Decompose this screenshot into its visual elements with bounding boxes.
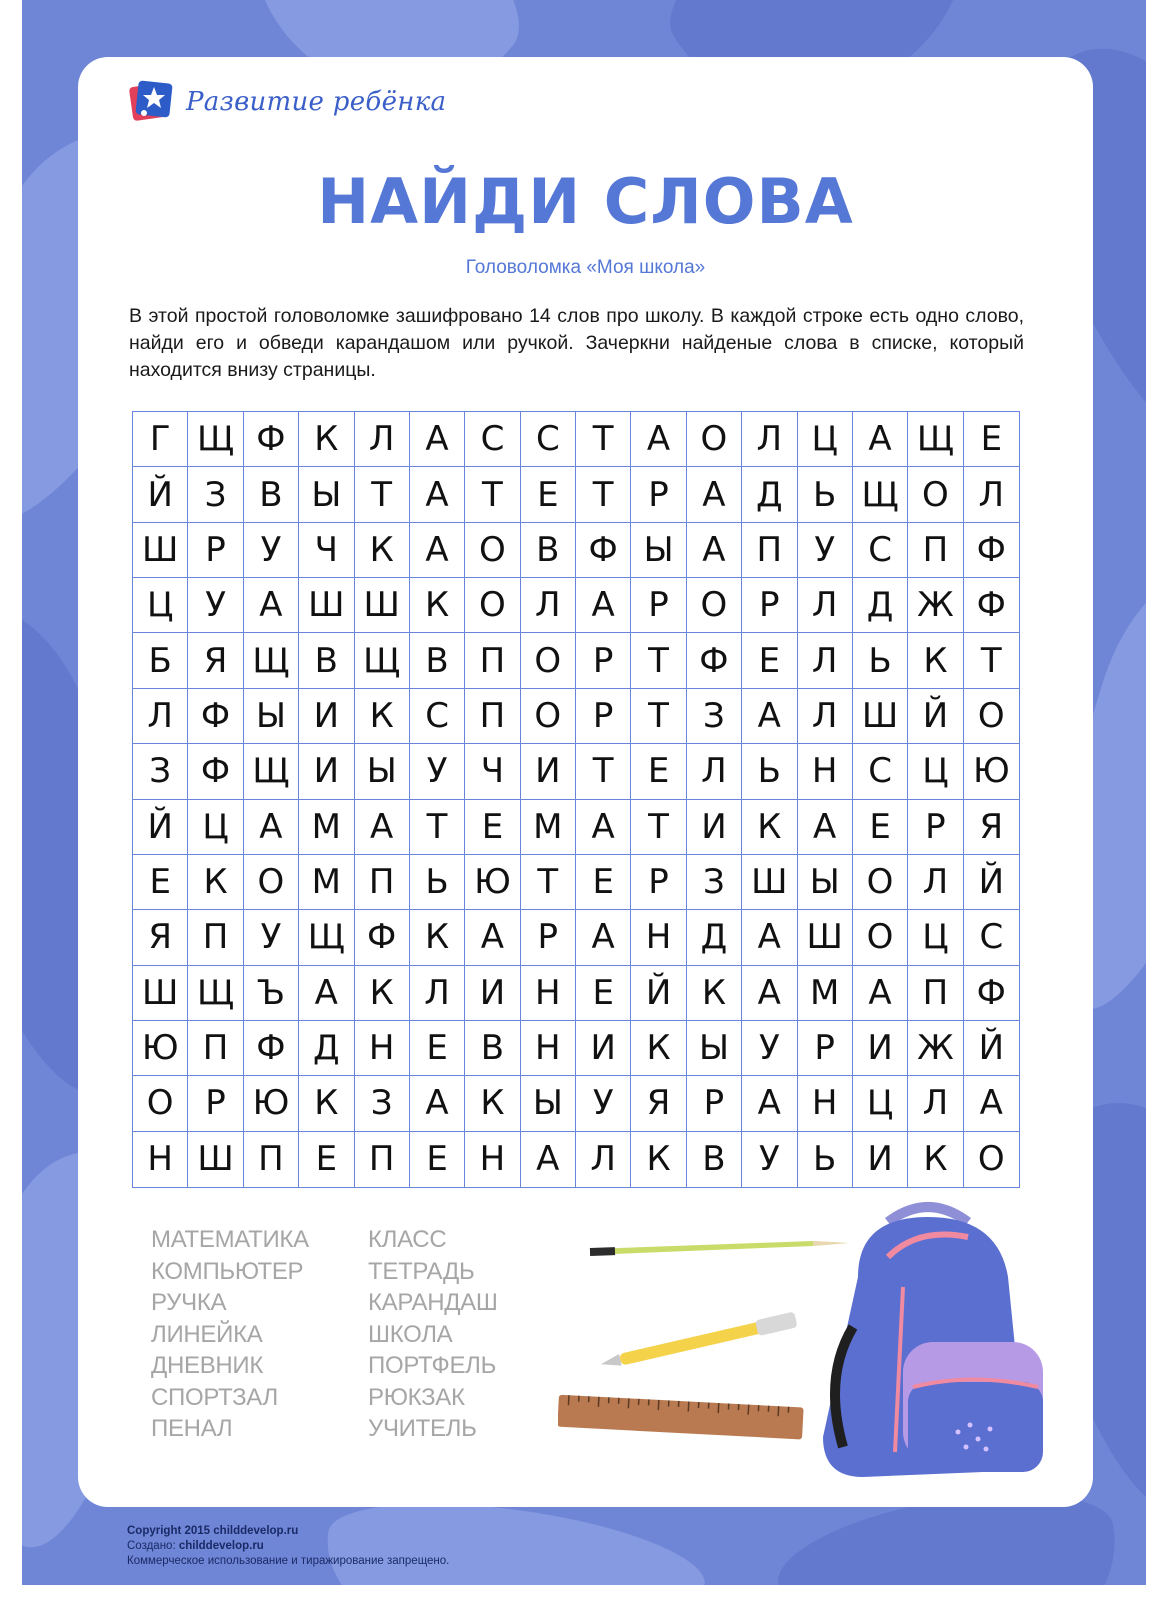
grid-cell[interactable]: Й xyxy=(964,855,1019,910)
grid-cell[interactable]: Р xyxy=(631,578,686,633)
grid-cell[interactable]: Ш xyxy=(133,523,188,578)
grid-cell[interactable]: Т xyxy=(465,467,520,522)
grid-cell[interactable]: Ц xyxy=(853,1076,908,1131)
grid-cell[interactable]: Ю xyxy=(465,855,520,910)
grid-cell[interactable]: Р xyxy=(798,1021,853,1076)
grid-cell[interactable]: С xyxy=(964,910,1019,965)
grid-cell[interactable]: Л xyxy=(908,855,963,910)
instructions-text: В этой простой головоломке зашифровано 14 слов про школу. В каждой строке есть одно слово, найди его и обведи карандашом или ручкой. Зачеркни найденые слова в списке, который находится внизу страницы. xyxy=(129,305,1024,381)
grid-cell[interactable]: Ф xyxy=(244,412,299,467)
word-list-item: ЛИНЕЙКА xyxy=(151,1320,263,1348)
brand-logo xyxy=(128,79,446,125)
grid-cell[interactable]: Ш xyxy=(742,855,797,910)
grid-cell[interactable]: С xyxy=(853,523,908,578)
word-list-item: ПОРТФЕЛЬ xyxy=(368,1352,497,1379)
grid-cell[interactable]: А xyxy=(244,578,299,633)
grid-cell[interactable]: Е xyxy=(631,744,686,799)
grid-cell[interactable]: И xyxy=(576,1021,631,1076)
grid-cell[interactable]: И xyxy=(687,800,742,855)
grid-cell[interactable]: Щ xyxy=(244,744,299,799)
grid-cell[interactable]: Е xyxy=(465,800,520,855)
worksheet-card xyxy=(78,57,1093,1507)
grid-cell[interactable]: Р xyxy=(576,633,631,688)
grid-cell[interactable]: Ч xyxy=(465,744,520,799)
word-list-item: РУЧКА xyxy=(151,1289,227,1316)
grid-cell[interactable]: Ш xyxy=(798,910,853,965)
grid-cell[interactable]: Т xyxy=(631,800,686,855)
grid-cell[interactable]: Щ xyxy=(355,633,410,688)
grid-cell[interactable]: Й xyxy=(631,966,686,1021)
grid-cell[interactable]: Л xyxy=(133,689,188,744)
word-list-item: КОМПЬЮТЕР xyxy=(151,1257,304,1285)
grid-cell[interactable]: П xyxy=(465,633,520,688)
star-logo-icon xyxy=(128,79,174,125)
grid-cell[interactable]: Ы xyxy=(687,1021,742,1076)
grid-cell[interactable]: К xyxy=(687,966,742,1021)
grid-cell[interactable]: В xyxy=(521,523,576,578)
grid-cell[interactable]: Е xyxy=(299,1132,354,1187)
word-list-item: РЮКЗАК xyxy=(368,1383,465,1411)
grid-cell[interactable]: О xyxy=(465,523,520,578)
grid-cell[interactable]: Ц xyxy=(188,800,243,855)
grid-cell[interactable]: Е xyxy=(133,855,188,910)
grid-cell[interactable]: И xyxy=(299,744,354,799)
grid-cell[interactable]: Ц xyxy=(133,578,188,633)
grid-cell[interactable]: Р xyxy=(631,467,686,522)
footer-created-site: childdevelop.ru xyxy=(178,1540,264,1552)
grid-cell[interactable]: Л xyxy=(964,467,1019,522)
grid-cell[interactable]: О xyxy=(853,910,908,965)
grid-cell[interactable]: Ш xyxy=(853,689,908,744)
grid-cell[interactable]: О xyxy=(977,1139,1005,1180)
grid-cell[interactable]: И xyxy=(465,966,520,1021)
grid-cell[interactable]: Щ xyxy=(908,412,963,467)
grid-cell[interactable]: С xyxy=(521,412,576,467)
grid-cell[interactable]: Ы xyxy=(631,523,686,578)
grid-cell[interactable]: Т xyxy=(576,412,631,467)
grid-cell[interactable]: У xyxy=(742,1132,797,1187)
grid-cell[interactable]: А xyxy=(964,1076,1019,1131)
grid-cell[interactable]: Ь xyxy=(742,744,797,799)
word-list-item: ШКОЛА xyxy=(368,1320,453,1348)
grid-cell[interactable]: У xyxy=(576,1076,631,1131)
grid-cell[interactable]: Р xyxy=(908,800,963,855)
grid-cell[interactable]: Т xyxy=(964,633,1019,688)
grid-cell[interactable]: К xyxy=(908,1132,963,1187)
grid-cell[interactable]: Т xyxy=(355,467,410,522)
grid-cell[interactable]: А xyxy=(410,412,465,467)
page-title: НАЙДИ СЛОВА xyxy=(317,165,854,238)
grid-cell[interactable]: Т xyxy=(631,633,686,688)
grid-cell[interactable]: З xyxy=(355,1076,410,1131)
grid-cell[interactable]: А xyxy=(687,467,742,522)
grid-cell[interactable]: О xyxy=(133,1076,188,1131)
grid-cell[interactable]: К xyxy=(299,412,354,467)
grid-cell[interactable]: П xyxy=(465,689,520,744)
grid-cell[interactable]: Т xyxy=(576,467,631,522)
grid-cell[interactable]: Р xyxy=(188,523,243,578)
grid-cell[interactable]: К xyxy=(410,578,465,633)
grid-cell[interactable]: Ш xyxy=(355,578,410,633)
brand-name: Развитие ребёнка xyxy=(186,87,447,117)
grid-cell[interactable]: У xyxy=(244,910,299,965)
grid-cell[interactable]: Ю xyxy=(964,744,1019,799)
grid-cell[interactable]: Г xyxy=(133,412,188,467)
grid-cell[interactable]: Я xyxy=(188,633,243,688)
grid-cell[interactable]: З xyxy=(687,855,742,910)
grid-cell[interactable]: Ю xyxy=(244,1076,299,1131)
grid-cell[interactable]: В xyxy=(465,1021,520,1076)
grid-cell[interactable]: Ш xyxy=(299,578,354,633)
grid-cell[interactable]: Ы xyxy=(798,855,853,910)
grid-cell[interactable]: Ц xyxy=(908,910,963,965)
grid-cell[interactable]: В xyxy=(687,1132,742,1187)
grid-cell[interactable]: Б xyxy=(133,633,188,688)
grid-cell[interactable]: Л xyxy=(687,744,742,799)
grid-cell[interactable]: У xyxy=(798,523,853,578)
grid-cell[interactable]: К xyxy=(355,523,410,578)
grid-cell[interactable]: У xyxy=(244,523,299,578)
grid-cell[interactable]: К xyxy=(299,1076,354,1131)
grid-cell[interactable]: О xyxy=(521,633,576,688)
grid-cell[interactable]: К xyxy=(355,689,410,744)
grid-cell[interactable]: Р xyxy=(576,689,631,744)
grid-cell[interactable]: К xyxy=(631,1132,686,1187)
grid-cell[interactable]: Ф xyxy=(687,633,742,688)
grid-cell[interactable]: П xyxy=(244,1132,299,1187)
grid-cell[interactable]: Й xyxy=(908,689,963,744)
grid-cell[interactable]: С xyxy=(853,744,908,799)
grid-cell[interactable]: А xyxy=(798,800,853,855)
grid-cell[interactable]: Ч xyxy=(299,523,354,578)
word-list-item: КЛАСС xyxy=(368,1226,447,1253)
grid-cell[interactable]: Е xyxy=(410,1021,465,1076)
grid-cell[interactable]: К xyxy=(410,910,465,965)
grid-cell[interactable]: Л xyxy=(798,633,853,688)
grid-cell[interactable]: В xyxy=(244,467,299,522)
grid-cell[interactable]: Н xyxy=(355,1021,410,1076)
grid-cell[interactable]: О xyxy=(687,412,742,467)
footer-copyright: Copyright 2015 childdevelop.ru xyxy=(127,1525,299,1537)
grid-cell[interactable]: С xyxy=(410,689,465,744)
grid-cell[interactable]: Ф xyxy=(188,689,243,744)
grid-cell[interactable]: Л xyxy=(742,412,797,467)
grid-cell[interactable]: Ъ xyxy=(244,966,299,1021)
school-supplies-illustration xyxy=(558,1197,1078,1497)
grid-cell[interactable]: К xyxy=(908,633,963,688)
word-list-item: МАТЕМАТИКА xyxy=(151,1226,309,1253)
grid-cell[interactable]: О xyxy=(687,578,742,633)
grid-cell[interactable]: А xyxy=(410,523,465,578)
grid-cell[interactable]: П xyxy=(908,523,963,578)
grid-cell[interactable]: З xyxy=(687,689,742,744)
grid-cell[interactable]: Щ xyxy=(244,633,299,688)
grid-cell[interactable]: Р xyxy=(631,855,686,910)
grid-cell[interactable]: Н xyxy=(521,966,576,1021)
grid-cell[interactable]: Й xyxy=(133,800,188,855)
grid-cell[interactable]: Т xyxy=(521,855,576,910)
grid-cell[interactable]: Ь xyxy=(410,855,465,910)
grid-cell[interactable]: Л xyxy=(908,1076,963,1131)
word-list-item: УЧИТЕЛЬ xyxy=(368,1415,477,1442)
word-list-item: СПОРТЗАЛ xyxy=(151,1383,278,1411)
grid-cell[interactable]: М xyxy=(299,855,354,910)
grid-cell[interactable]: Ж xyxy=(908,578,963,633)
grid-cell[interactable]: Ы xyxy=(521,1076,576,1131)
grid-cell[interactable]: Е xyxy=(964,412,1019,467)
grid-cell[interactable]: Я xyxy=(631,1076,686,1131)
grid-cell[interactable]: А xyxy=(465,910,520,965)
grid-cell[interactable]: Й xyxy=(964,1021,1019,1076)
grid-cell[interactable]: П xyxy=(355,1132,410,1187)
grid-cell[interactable]: П xyxy=(188,910,243,965)
grid-cell[interactable]: Щ xyxy=(188,412,243,467)
word-list-item: ПЕНАЛ xyxy=(151,1415,233,1442)
grid-cell[interactable]: А xyxy=(687,523,742,578)
grid-cell[interactable]: А xyxy=(355,800,410,855)
grid-cell[interactable]: Д xyxy=(299,1021,354,1076)
grid-cell[interactable]: П xyxy=(908,966,963,1021)
grid-cell[interactable]: И xyxy=(521,744,576,799)
grid-cell[interactable]: К xyxy=(742,800,797,855)
grid-cell[interactable]: Ы xyxy=(355,744,410,799)
grid-cell[interactable]: Ф xyxy=(355,910,410,965)
grid-cell[interactable]: А xyxy=(853,412,908,467)
grid-cell[interactable]: Н xyxy=(798,744,853,799)
grid-cell[interactable]: П xyxy=(355,855,410,910)
footer xyxy=(127,1524,449,1569)
grid-cell[interactable]: А xyxy=(521,1132,576,1187)
grid-cell[interactable]: Д xyxy=(853,578,908,633)
grid-cell[interactable]: Ф xyxy=(964,966,1019,1021)
grid-cell[interactable]: Я xyxy=(964,800,1019,855)
grid-cell[interactable]: П xyxy=(742,523,797,578)
grid-cell[interactable]: Ф xyxy=(576,523,631,578)
footer-created-label: Создано: xyxy=(127,1540,176,1552)
grid-cell[interactable]: О xyxy=(521,689,576,744)
grid-cell[interactable]: А xyxy=(244,800,299,855)
grid-cell[interactable]: З xyxy=(133,744,188,799)
grid-cell[interactable]: Ь xyxy=(798,1132,853,1187)
grid-cell[interactable]: Ф xyxy=(964,578,1019,633)
grid-cell[interactable]: Л xyxy=(576,1132,631,1187)
grid-cell[interactable]: Е xyxy=(410,1132,465,1187)
grid-cell[interactable]: Т xyxy=(576,744,631,799)
grid-cell[interactable]: Ш xyxy=(133,966,188,1021)
grid-cell[interactable]: А xyxy=(742,910,797,965)
grid-cell[interactable]: Р xyxy=(687,1076,742,1131)
grid-cell[interactable]: Е xyxy=(742,633,797,688)
pen-icon xyxy=(599,1312,797,1373)
grid-cell[interactable]: Т xyxy=(631,689,686,744)
grid-cell[interactable]: Л xyxy=(798,578,853,633)
grid-cell[interactable]: Ц xyxy=(798,412,853,467)
grid-cell[interactable]: А xyxy=(742,689,797,744)
grid-cell[interactable]: Л xyxy=(355,412,410,467)
grid-cell[interactable]: Н xyxy=(465,1132,520,1187)
grid-cell[interactable]: Ш xyxy=(188,1132,243,1187)
grid-cell[interactable]: А xyxy=(299,966,354,1021)
grid-cell[interactable]: Л xyxy=(521,578,576,633)
grid-cell[interactable]: М xyxy=(798,966,853,1021)
word-search-grid[interactable] xyxy=(132,411,1020,1188)
grid-cell[interactable]: К xyxy=(631,1021,686,1076)
grid-cell[interactable]: Ф xyxy=(964,523,1019,578)
grid-cell[interactable]: Ц xyxy=(908,744,963,799)
word-list-item: КАРАНДАШ xyxy=(368,1289,498,1316)
grid-cell[interactable]: Я xyxy=(133,910,188,965)
grid-cell[interactable]: Е xyxy=(521,467,576,522)
grid-cell[interactable]: А xyxy=(742,1076,797,1131)
grid-cell[interactable]: З xyxy=(188,467,243,522)
grid-cell[interactable]: О xyxy=(465,578,520,633)
ruler-icon xyxy=(558,1395,804,1440)
grid-cell[interactable]: Е xyxy=(576,855,631,910)
grid-cell[interactable]: В xyxy=(410,633,465,688)
grid-cell[interactable]: Ю xyxy=(133,1021,188,1076)
grid-cell[interactable]: Щ xyxy=(299,910,354,965)
grid-cell[interactable]: У xyxy=(410,744,465,799)
grid-cell[interactable]: С xyxy=(465,412,520,467)
grid-cell[interactable]: Л xyxy=(410,966,465,1021)
grid-cell[interactable]: М xyxy=(521,800,576,855)
grid-cell[interactable]: К xyxy=(355,966,410,1021)
page-subtitle: Головоломка «Моя школа» xyxy=(465,257,706,278)
grid-cell[interactable]: Н xyxy=(133,1132,188,1187)
pencil-icon xyxy=(590,1241,848,1256)
grid-cell[interactable]: Й xyxy=(133,467,188,522)
backpack-icon xyxy=(823,1207,1043,1477)
grid-cell[interactable]: Ы xyxy=(244,689,299,744)
grid-cell[interactable]: Н xyxy=(521,1021,576,1076)
grid-cell[interactable]: А xyxy=(576,910,631,965)
word-list-item: ТЕТРАДЬ xyxy=(368,1257,475,1285)
grid-cell[interactable]: А xyxy=(631,412,686,467)
grid-cell[interactable]: А xyxy=(410,1076,465,1131)
grid-cell[interactable]: Р xyxy=(521,910,576,965)
word-list-column-2 xyxy=(368,1224,498,1445)
grid-cell[interactable]: О xyxy=(964,689,1019,744)
grid-cell[interactable]: М xyxy=(299,800,354,855)
grid-cell[interactable]: И xyxy=(853,1132,908,1187)
grid-cell[interactable]: Д xyxy=(742,467,797,522)
grid-cell[interactable]: Ь xyxy=(853,633,908,688)
grid-cell[interactable]: Щ xyxy=(853,467,908,522)
grid-cell[interactable]: П xyxy=(188,1021,243,1076)
grid-cell[interactable]: О xyxy=(244,855,299,910)
grid-cell[interactable]: Ф xyxy=(188,744,243,799)
grid-cell[interactable]: Ь xyxy=(798,467,853,522)
grid-cell[interactable]: А xyxy=(742,966,797,1021)
grid-cell[interactable]: И xyxy=(853,1021,908,1076)
grid-cell[interactable]: Ф xyxy=(244,1021,299,1076)
grid-cell[interactable]: А xyxy=(576,578,631,633)
grid-cell[interactable]: А xyxy=(410,467,465,522)
grid-cell[interactable]: Т xyxy=(410,800,465,855)
grid-cell[interactable]: Р xyxy=(742,578,797,633)
grid-cell[interactable]: Ж xyxy=(908,1021,963,1076)
grid-cell[interactable]: Л xyxy=(798,689,853,744)
grid-cell[interactable]: Щ xyxy=(188,966,243,1021)
grid-cell[interactable]: Н xyxy=(798,1076,853,1131)
grid-cell[interactable]: Е xyxy=(576,966,631,1021)
grid-cell[interactable]: Н xyxy=(631,910,686,965)
grid-cell[interactable]: В xyxy=(299,633,354,688)
grid-cell[interactable]: Ы xyxy=(299,467,354,522)
grid-cell[interactable]: К xyxy=(465,1076,520,1131)
grid-cell[interactable]: О xyxy=(908,467,963,522)
grid-cell[interactable]: У xyxy=(188,578,243,633)
grid-cell[interactable]: О xyxy=(853,855,908,910)
grid-cell[interactable]: А xyxy=(576,800,631,855)
grid-cell[interactable]: Д xyxy=(687,910,742,965)
page-background xyxy=(22,0,1146,1585)
grid-cell[interactable]: К xyxy=(188,855,243,910)
word-list-item: ДНЕВНИК xyxy=(151,1352,264,1379)
grid-cell[interactable]: Р xyxy=(188,1076,243,1131)
footer-notice: Коммерческое использование и тиражирование запрещено. xyxy=(127,1555,450,1567)
grid-cell[interactable]: И xyxy=(299,689,354,744)
grid-cell[interactable]: А xyxy=(853,966,908,1021)
grid-cell[interactable]: У xyxy=(742,1021,797,1076)
word-list-column-1 xyxy=(151,1224,309,1445)
grid-cell[interactable]: Е xyxy=(853,800,908,855)
